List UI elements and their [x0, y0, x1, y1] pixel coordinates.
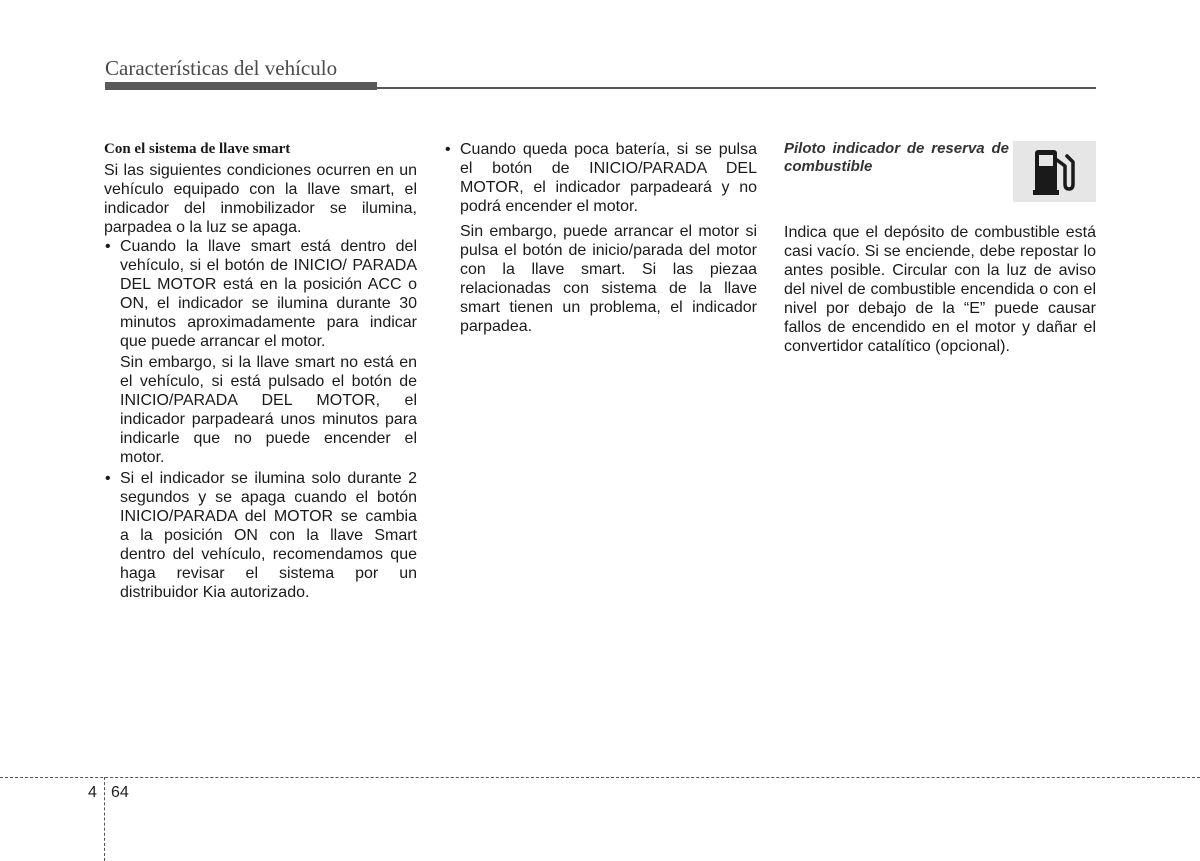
bullet-text: • Si el indicador se ilumina solo durante 2 segundos y se apaga cuando el botón INICIO/PARADA del MOTOR se cambia a la posición ON con la llave Smart dentro del vehículo, recomendamos que haga revisar el sistema por un distribuidor Kia autorizado. [120, 470, 417, 601]
list-item [444, 140, 757, 336]
column-2 [444, 140, 757, 336]
bullet-text: • Cuando la llave smart está dentro del vehículo, si el botón de INICIO/ PARADA DEL MOTOR está en la posición ACC o ON, el indicador se ilumina durante 30 minutos aproximadamente para indicar que puede arrancar el motor. [120, 238, 417, 350]
section-heading: Con el sistema de llave smart [104, 141, 291, 157]
header-accent-bar [105, 82, 377, 90]
intro-paragraph: Si las siguientes condiciones ocurren en un vehículo equipado con la llave smart, el indicador del inmobilizador se ilumina, parpadea o la luz se apaga. [104, 162, 417, 236]
page-header-title: Características del vehículo [105, 56, 338, 80]
list-item [104, 469, 417, 602]
fuel-indicator-box [1013, 141, 1096, 202]
fuel-pump-icon [1033, 148, 1077, 196]
indicator-description: Indica que el depósito de combustible está casi vacío. Si se enciende, debe repostar lo antes posible. Circular con la luz de aviso del nivel de combustible encendida o con el nivel por debajo de la “E” puede causar fallos de encendido en el motor y dañar el convertidor catalítico (opcional). [784, 224, 1096, 355]
footer-vertical-divider [104, 777, 105, 861]
bullet-extra: Sin embargo, si la llave smart no está en el vehículo, si está pulsado el botón de INICIO/PARADA DEL MOTOR, el indicador parpadeará unos minutos para indicarle que no puede encender el motor. [120, 354, 417, 466]
column-1 [104, 140, 417, 602]
bullet-list [104, 237, 417, 602]
chapter-number: 4 [88, 784, 97, 801]
indicator-title: Piloto indicador de reserva de combustible [784, 140, 1009, 175]
bullet-text: • Cuando queda poca batería, si se pulsa el botón de INICIO/PARADA DEL MOTOR, el indicador parpadeará y no podrá encender el motor. [460, 141, 757, 215]
list-item [104, 237, 417, 467]
footer-divider [0, 777, 1200, 778]
bullet-extra: Sin embargo, puede arrancar el motor si pulsa el botón de inicio/parada del motor con la llave smart. Si las piezaa relacionadas con sistema de la llave smart tienen un problema, el indicador parpadea. [460, 223, 757, 335]
page-number: 64 [111, 784, 129, 801]
bullet-list [444, 140, 757, 336]
